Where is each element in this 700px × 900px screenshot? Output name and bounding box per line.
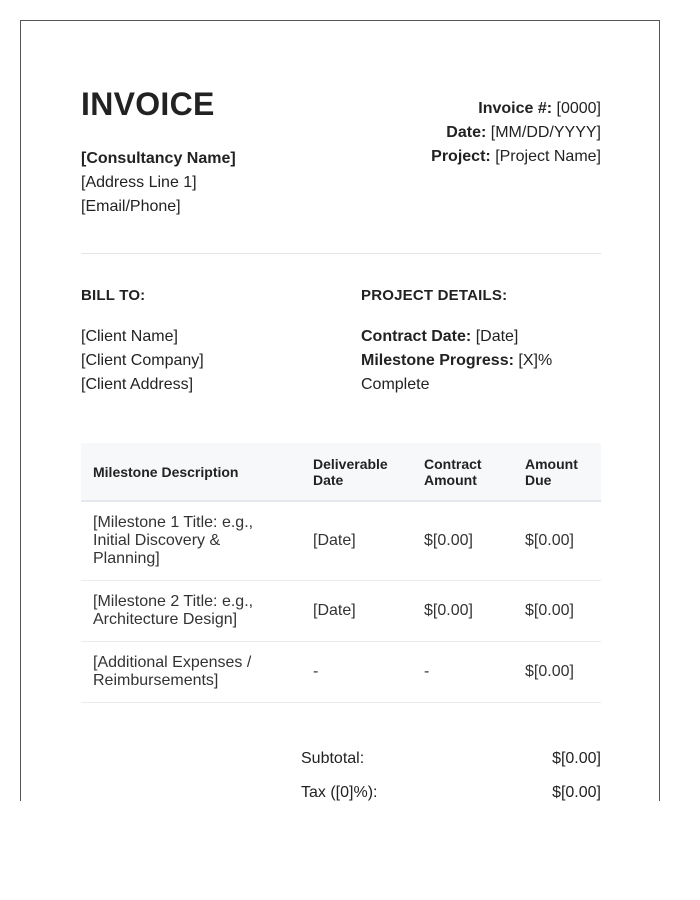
invoice-number-value: [0000] (556, 100, 601, 117)
milestone-progress-suffix: Complete (361, 376, 430, 393)
deliverable-date: [Date] (301, 581, 412, 642)
project-details-heading: PROJECT DETAILS: (361, 287, 508, 304)
amount-due: $[0.00] (513, 501, 601, 581)
invoice-project-value: [Project Name] (495, 148, 601, 165)
tax-label: Tax ([0]%): (301, 784, 378, 801)
table-row (81, 642, 601, 703)
invoice-sheet (20, 20, 660, 801)
milestone-description: [Milestone 1 Title: e.g., Initial Discovery & Planning] (81, 501, 301, 581)
column-header-description: Milestone Description (81, 443, 301, 501)
client-company: [Client Company] (81, 352, 204, 369)
deliverable-date: - (301, 642, 412, 703)
invoice-number-label: Invoice #: (478, 100, 553, 117)
contract-date-line (361, 325, 581, 349)
bill-to-heading: BILL TO: (81, 287, 146, 304)
header-divider (81, 253, 601, 254)
client-name: [Client Name] (81, 328, 178, 345)
contract-date-value: [Date] (475, 328, 519, 345)
client-address: [Client Address] (81, 376, 194, 393)
invoice-number-line (431, 97, 601, 121)
invoice-meta (431, 97, 601, 169)
invoice-date-line (431, 121, 601, 145)
consultancy-block (81, 147, 236, 219)
table-header-row (81, 443, 601, 501)
invoice-date-value: [MM/DD/YYYY] (490, 124, 601, 141)
invoice-project-line (431, 145, 601, 169)
contract-amount: $[0.00] (412, 581, 513, 642)
milestone-progress-value: [X]% (518, 352, 553, 369)
consultancy-contact: [Email/Phone] (81, 198, 181, 215)
column-header-deliverable-date: Deliverable Date (301, 443, 412, 501)
amount-due: $[0.00] (513, 642, 601, 703)
consultancy-name: [Consultancy Name] (81, 150, 236, 167)
contract-amount: $[0.00] (412, 501, 513, 581)
milestone-table (81, 443, 601, 703)
deliverable-date: [Date] (301, 501, 412, 581)
milestone-progress-line (361, 349, 581, 397)
milestone-progress-label: Milestone Progress: (361, 352, 514, 369)
bill-to-block (81, 325, 204, 397)
tax-value: $[0.00] (552, 784, 601, 801)
project-details-block (361, 325, 581, 397)
milestone-description: [Additional Expenses / Reimbursements] (81, 642, 301, 703)
amount-due: $[0.00] (513, 581, 601, 642)
consultancy-address: [Address Line 1] (81, 174, 197, 191)
column-header-contract-amount: Contract Amount (412, 443, 513, 501)
contract-amount: - (412, 642, 513, 703)
invoice-project-label: Project: (431, 148, 491, 165)
milestone-description: [Milestone 2 Title: e.g., Architecture Design] (81, 581, 301, 642)
invoice-title: INVOICE (81, 86, 215, 122)
column-header-amount-due: Amount Due (513, 443, 601, 501)
subtotal-value: $[0.00] (552, 750, 601, 767)
contract-date-label: Contract Date: (361, 328, 472, 345)
invoice-date-label: Date: (446, 124, 487, 141)
table-row (81, 501, 601, 581)
subtotal-label: Subtotal: (301, 750, 365, 767)
table-row (81, 581, 601, 642)
